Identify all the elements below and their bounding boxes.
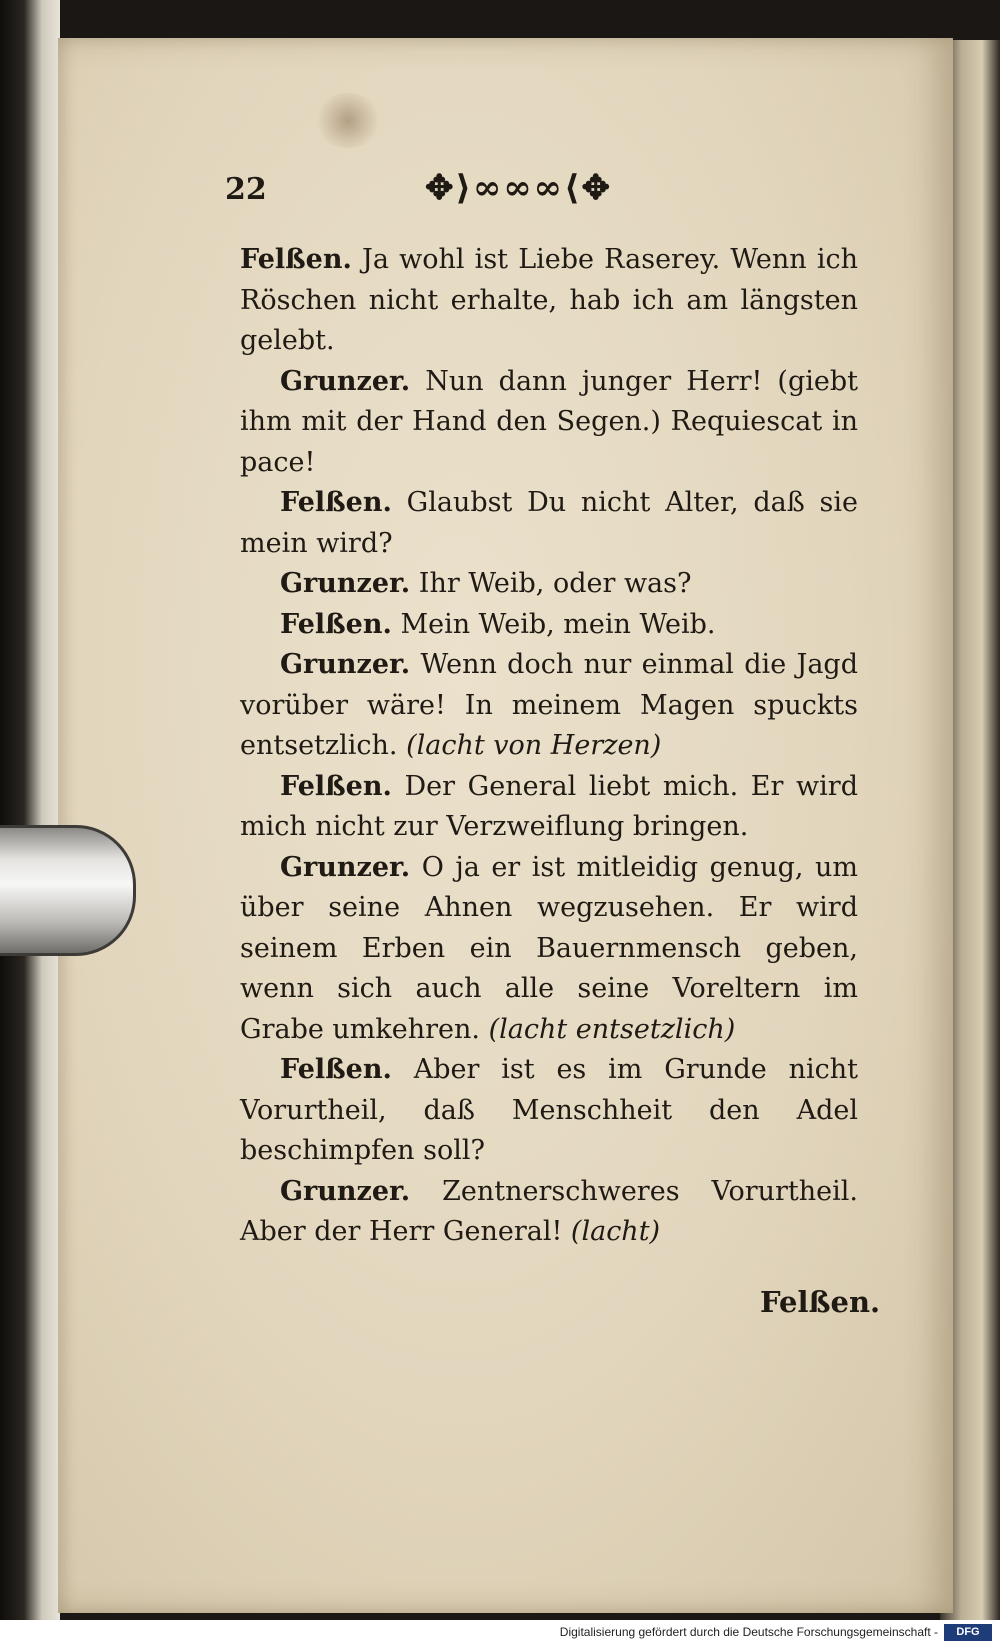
page-number: 22 bbox=[225, 172, 267, 207]
paragraph bbox=[240, 767, 858, 848]
speech-text: Mein Weib, mein Weib. bbox=[391, 608, 716, 640]
paragraph bbox=[240, 848, 858, 1051]
footer-bar bbox=[0, 1620, 1000, 1646]
paragraph bbox=[240, 362, 858, 484]
speech-text: Ja wohl ist Liebe Raserey. Wenn ich Röschen nicht erhalte, hab ich am längsten gelebt. bbox=[240, 244, 858, 356]
speaker-name: Grunzer. bbox=[280, 1175, 411, 1207]
speaker-name: Grunzer. bbox=[280, 851, 411, 883]
catchword: Felßen. bbox=[760, 1285, 881, 1319]
speech-text: Aber ist es im Grunde nicht Vorurtheil, daß Menschheit den Adel beschimpfen soll? bbox=[240, 1054, 858, 1166]
speech-text: Glaubst Du nicht Alter, daß sie mein wird? bbox=[240, 487, 858, 559]
speech-text: Zentnerschweres Vorurtheil. Aber der Herr General! bbox=[240, 1175, 858, 1247]
paragraph bbox=[240, 483, 858, 564]
speech-text: Ihr Weib, oder was? bbox=[410, 568, 692, 599]
page-text bbox=[240, 240, 858, 1253]
funding-notice: Digitalisierung gefördert durch die Deutsche Forschungsgemeinschaft - bbox=[559, 1625, 938, 1639]
speech-text: Der General liebt mich. Er wird mich nicht zur Verzweiflung bringen. bbox=[240, 770, 858, 842]
speaker-name: Felßen. bbox=[280, 770, 392, 802]
speech-text: Wenn doch nur einmal die Jagd vorüber wäre! In meinem Magen spuckts entsetzlich. bbox=[240, 649, 858, 761]
stage-direction: (lacht entsetzlich) bbox=[488, 1013, 736, 1045]
speaker-name: Grunzer. bbox=[280, 568, 411, 599]
page-stain bbox=[313, 93, 383, 148]
paragraph bbox=[240, 605, 858, 646]
speaker-name: Felßen. bbox=[280, 487, 392, 518]
dfg-logo: DFG bbox=[944, 1624, 992, 1641]
paragraph bbox=[240, 1172, 858, 1253]
speaker-name: Felßen. bbox=[240, 244, 352, 275]
paragraph bbox=[240, 564, 858, 605]
paragraph bbox=[240, 645, 858, 767]
page-clip bbox=[0, 825, 136, 956]
stage-direction: (lacht von Herzen) bbox=[406, 730, 662, 761]
speech-text: O ja er ist mitleidig genug, um über seine Ahnen wegzusehen. Er wird seinem Erben ein Bauernmensch geben, wenn sich auch alle seine Voreltern im Grabe umkehren. bbox=[240, 851, 858, 1045]
speaker-name: Grunzer. bbox=[280, 365, 411, 397]
paragraph bbox=[240, 1050, 858, 1172]
speaker-name: Felßen. bbox=[280, 608, 392, 640]
stage-direction: (lacht) bbox=[570, 1216, 661, 1247]
speaker-name: Felßen. bbox=[280, 1054, 392, 1085]
paragraph bbox=[240, 240, 858, 362]
header-ornament: ✥⟩∞∞∞⟨✥ bbox=[425, 168, 613, 208]
speaker-name: Grunzer. bbox=[280, 649, 411, 680]
speech-text: Nun dann junger Herr! (giebt ihm mit der Hand den Segen.) Requiescat in pace! bbox=[240, 365, 858, 478]
scanner-left-edge bbox=[0, 0, 60, 1646]
